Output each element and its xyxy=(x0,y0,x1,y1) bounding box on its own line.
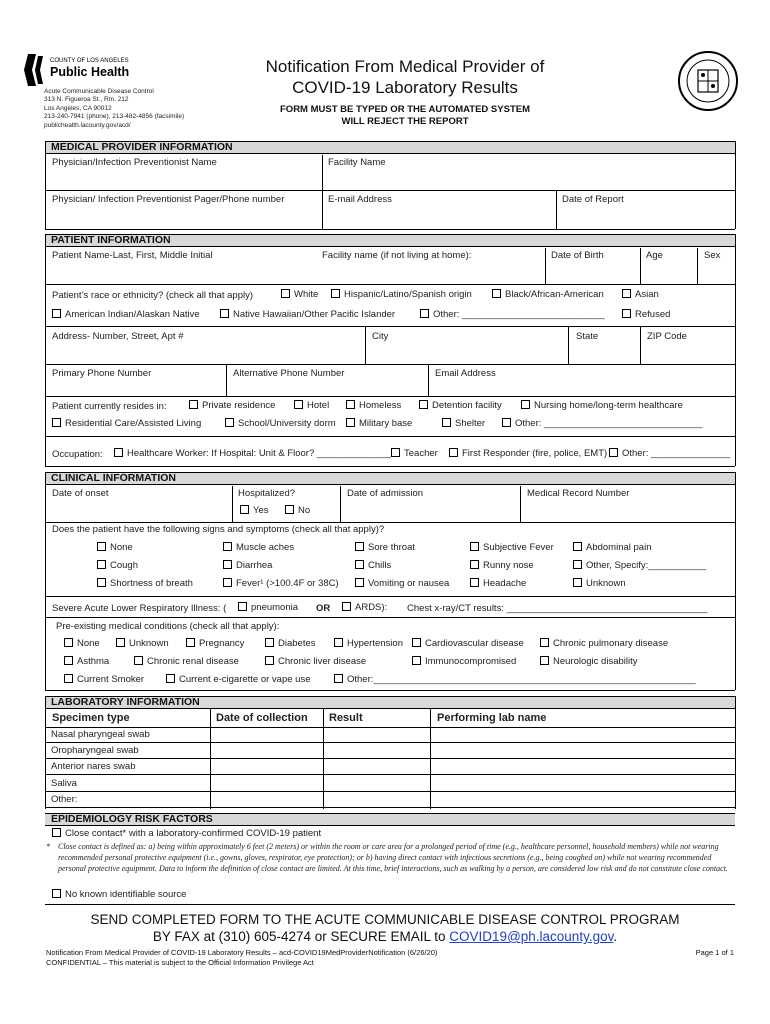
org-line: 313 N. Figueroa St., Rm. 212 xyxy=(44,96,129,104)
public-health-logo xyxy=(24,50,136,90)
send-fax-text: BY FAX at (310) 605-4274 or SECURE EMAIL to xyxy=(152,929,450,944)
option-label: Cough xyxy=(110,560,138,571)
option-label: Native Hawaiian/Other Pacific Islander xyxy=(233,309,396,320)
resides-residential-care-checkbox[interactable] xyxy=(52,418,201,429)
condition-hypertension-checkbox[interactable] xyxy=(334,638,403,649)
race-hispanic-checkbox[interactable] xyxy=(331,289,472,300)
send-instructions xyxy=(40,911,730,945)
checkbox-icon[interactable] xyxy=(442,418,451,427)
option-label: Current Smoker xyxy=(77,674,145,685)
cell-divider xyxy=(640,248,641,284)
option-label: Military base xyxy=(359,418,413,429)
checkbox-icon[interactable] xyxy=(420,309,429,318)
option-label: Other: ___________________________ xyxy=(433,309,605,320)
checkbox-icon[interactable] xyxy=(116,638,125,647)
cell-divider xyxy=(226,364,227,396)
cell-divider xyxy=(697,248,698,284)
checkbox-icon[interactable] xyxy=(223,542,232,551)
row-divider xyxy=(45,617,735,618)
option-label: Other: ______________________________ xyxy=(515,418,703,429)
symptom-fever-checkbox[interactable] xyxy=(223,578,339,589)
option-label: Chronic pulmonary disease xyxy=(553,638,669,649)
county-seal-icon xyxy=(677,50,739,112)
title-line: COVID-19 Laboratory Results xyxy=(292,78,518,97)
lab-header-lab-name: Performing lab name xyxy=(437,712,547,724)
checkbox-icon[interactable] xyxy=(285,505,294,514)
onset-date-field[interactable]: Date of onset xyxy=(52,488,109,499)
option-label: Unknown xyxy=(586,578,626,589)
section-laboratory: LABORATORY INFORMATION xyxy=(45,696,735,709)
checkbox-icon[interactable] xyxy=(331,289,340,298)
option-label: Subjective Fever xyxy=(483,542,554,553)
footer xyxy=(46,948,437,968)
checkbox-icon[interactable] xyxy=(412,656,421,665)
option-label: Neurologic disability xyxy=(553,656,638,667)
physician-phone-field[interactable]: Physician/ Infection Preventionist Pager/Phone number xyxy=(52,194,285,205)
sex-field[interactable]: Sex xyxy=(704,250,721,261)
footer-line: CONFIDENTIAL – This material is subject to the Official Information Privilege Act xyxy=(46,958,314,967)
lab-row-label: Other: xyxy=(51,794,78,805)
symptom-other-checkbox[interactable] xyxy=(573,560,706,571)
row-divider xyxy=(45,466,735,467)
checkbox-icon[interactable] xyxy=(220,309,229,318)
row-divider xyxy=(45,284,735,285)
occupation-label: Occupation: xyxy=(52,449,103,460)
checkbox-icon[interactable] xyxy=(97,578,106,587)
checkbox-icon[interactable] xyxy=(573,542,582,551)
checkbox-icon[interactable] xyxy=(470,578,479,587)
page-number: Page 1 of 1 xyxy=(695,948,734,957)
checkbox-icon[interactable] xyxy=(355,578,364,587)
symptom-cough-checkbox[interactable] xyxy=(97,560,138,571)
resides-hotel-checkbox[interactable] xyxy=(294,400,329,411)
row-divider xyxy=(45,364,735,365)
symptom-vomiting-checkbox[interactable] xyxy=(355,578,449,589)
checkbox-icon[interactable] xyxy=(225,418,234,427)
checkbox-icon[interactable] xyxy=(540,656,549,665)
cell-divider xyxy=(428,364,429,396)
option-label: No known identifiable source xyxy=(65,889,187,900)
option-label: Pregnancy xyxy=(199,638,245,649)
resides-homeless-checkbox[interactable] xyxy=(346,400,401,411)
checkbox-icon[interactable] xyxy=(166,674,175,683)
option-label: Black/African-American xyxy=(505,289,604,300)
option-label: None xyxy=(110,542,133,553)
footnote-text: Close contact is defined as: a) being within approximately 6 feet (2 meters) or within the room or care area for a prolonged period of time (e.g., healthcare personnel, household members) while not wearing recommended personal protective equipment (i.e., gowns, gloves, respirator, eye protection); or b) having direct contact with infectious secretions (e.g., being coughed on) while not wearing recommended personal protective equipment. Data to inform the definition of close contact are limited. At this time, brief interactions, such as walking by a person, are considered low risk and do not constitute close contact. xyxy=(58,842,728,873)
option-label: No xyxy=(298,505,311,516)
option-label: Other: _______________ xyxy=(622,448,731,459)
resides-nursing-checkbox[interactable] xyxy=(521,400,683,411)
option-label: Shortness of breath xyxy=(110,578,193,589)
table-border xyxy=(735,234,736,466)
option-label: Immunocompromised xyxy=(425,656,517,667)
alt-phone-field[interactable]: Alternative Phone Number xyxy=(233,368,345,379)
physician-name-field[interactable]: Physician/Infection Preventionist Name xyxy=(52,157,217,168)
hospitalized-label: Hospitalized? xyxy=(238,488,296,499)
checkbox-icon[interactable] xyxy=(521,400,530,409)
race-question: Patient’s race or ethnicity? (check all that apply) xyxy=(52,290,254,301)
lab-row-other[interactable] xyxy=(45,792,735,808)
mrn-field[interactable]: Medical Record Number xyxy=(527,488,630,499)
lab-row-saliva[interactable] xyxy=(45,776,735,792)
symptom-subjective-fever-checkbox[interactable] xyxy=(470,542,554,553)
symptom-muscle-aches-checkbox[interactable] xyxy=(223,542,294,553)
lab-header-date: Date of collection xyxy=(216,712,308,724)
checkbox-icon[interactable] xyxy=(622,289,631,298)
symptom-runny-nose-checkbox[interactable] xyxy=(470,560,534,571)
lab-row-oropharyngeal[interactable] xyxy=(45,743,735,759)
race-white-checkbox[interactable] xyxy=(281,289,318,300)
option-label: Yes xyxy=(253,505,269,516)
footnote-marker: * xyxy=(46,842,50,851)
condition-diabetes-checkbox[interactable] xyxy=(265,638,316,649)
resides-dorm-checkbox[interactable] xyxy=(225,418,336,429)
option-label: Hispanic/Latino/Spanish origin xyxy=(344,289,472,300)
option-label: Unknown xyxy=(129,638,169,649)
close-contact-checkbox[interactable] xyxy=(52,828,321,839)
org-line: Acute Communicable Disease Control xyxy=(44,88,154,95)
checkbox-icon[interactable] xyxy=(52,418,61,427)
row-divider xyxy=(45,326,735,327)
checkbox-icon[interactable] xyxy=(265,638,274,647)
checkbox-icon[interactable] xyxy=(64,674,73,683)
checkbox-icon[interactable] xyxy=(64,656,73,665)
lab-row-anterior-nares[interactable] xyxy=(45,759,735,775)
covid-email-link[interactable]: COVID19@ph.lacounty.gov xyxy=(449,929,614,944)
cell-divider xyxy=(545,248,546,284)
option-label: American Indian/Alaskan Native xyxy=(65,309,200,320)
cell-divider xyxy=(568,326,569,364)
cell-divider xyxy=(556,190,557,229)
checkbox-icon[interactable] xyxy=(52,889,61,898)
checkbox-icon[interactable] xyxy=(134,656,143,665)
cell-divider xyxy=(365,326,366,364)
option-label: Chronic renal disease xyxy=(147,656,239,667)
option-label: Hypertension xyxy=(347,638,403,649)
hospitalized-yes-checkbox[interactable] xyxy=(240,505,269,516)
table-border xyxy=(45,472,46,690)
checkbox-icon[interactable] xyxy=(52,309,61,318)
checkbox-icon[interactable] xyxy=(609,448,618,457)
condition-smoker-checkbox[interactable] xyxy=(64,674,144,685)
checkbox-icon[interactable] xyxy=(223,560,232,569)
condition-vape-checkbox[interactable] xyxy=(166,674,310,685)
send-line: SEND COMPLETED FORM TO THE ACUTE COMMUNICABLE DISEASE CONTROL PROGRAM xyxy=(90,912,680,927)
condition-renal-checkbox[interactable] xyxy=(134,656,239,667)
row-divider xyxy=(45,690,735,691)
checkbox-icon[interactable] xyxy=(238,602,247,611)
address-field[interactable]: Address- Number, Street, Apt # xyxy=(52,331,184,342)
condition-asthma-checkbox[interactable] xyxy=(64,656,109,667)
occupation-other-checkbox[interactable] xyxy=(609,448,730,459)
option-label: Runny nose xyxy=(483,560,534,571)
checkbox-icon[interactable] xyxy=(240,505,249,514)
lab-row-nasal[interactable] xyxy=(45,727,735,743)
send-period: . xyxy=(613,929,618,944)
option-label: Homeless xyxy=(359,400,402,411)
row-divider xyxy=(45,436,735,437)
symptom-unknown-checkbox[interactable] xyxy=(573,578,626,589)
option-label: Other, Specify:___________ xyxy=(586,560,707,571)
option-label: Chills xyxy=(368,560,392,571)
table-border xyxy=(735,472,736,690)
checkbox-icon[interactable] xyxy=(114,448,123,457)
checkbox-icon[interactable] xyxy=(334,674,343,683)
cell-divider xyxy=(232,486,233,522)
row-divider xyxy=(45,596,735,597)
option-label: Current e-cigarette or vape use xyxy=(179,674,311,685)
option-label: Abdominal pain xyxy=(586,542,652,553)
symptom-headache-checkbox[interactable] xyxy=(470,578,526,589)
checkbox-icon[interactable] xyxy=(470,542,479,551)
option-label: School/University dorm xyxy=(238,418,336,429)
checkbox-icon[interactable] xyxy=(281,289,290,298)
option-label: Nursing home/long-term healthcare xyxy=(534,400,683,411)
table-border xyxy=(45,234,46,466)
section-epidemiology: EPIDEMIOLOGY RISK FACTORS xyxy=(45,813,735,826)
option-label: Teacher xyxy=(404,448,438,459)
option-label: Shelter xyxy=(455,418,486,429)
race-refused-checkbox[interactable] xyxy=(622,309,670,320)
checkbox-icon[interactable] xyxy=(346,418,355,427)
checkbox-icon[interactable] xyxy=(342,602,351,611)
checkbox-icon[interactable] xyxy=(391,448,400,457)
patient-facility-field[interactable]: Facility name (if not living at home): xyxy=(322,250,472,261)
hospitalized-no-checkbox[interactable] xyxy=(285,505,310,516)
row-divider xyxy=(45,229,735,230)
provider-email-field[interactable]: E-mail Address xyxy=(328,194,392,205)
resides-other-checkbox[interactable] xyxy=(502,418,703,429)
option-label: pneumonia xyxy=(251,602,299,613)
checkbox-icon[interactable] xyxy=(346,400,355,409)
option-label: Detention facility xyxy=(432,400,502,411)
section-patient: PATIENT INFORMATION xyxy=(45,234,735,247)
pneumonia-checkbox[interactable] xyxy=(238,602,298,613)
condition-neurologic-checkbox[interactable] xyxy=(540,656,637,667)
no-known-source-checkbox[interactable] xyxy=(52,889,186,900)
condition-immunocompromised-checkbox[interactable] xyxy=(412,656,516,667)
cell-divider xyxy=(322,155,323,229)
lab-row-label: Nasal pharyngeal swab xyxy=(51,729,150,740)
checkbox-icon[interactable] xyxy=(573,560,582,569)
row-divider xyxy=(45,190,735,191)
option-label: First Responder (fire, police, EMT) xyxy=(462,448,608,459)
symptom-none-checkbox[interactable] xyxy=(97,542,133,553)
age-field[interactable]: Age xyxy=(646,250,663,261)
symptom-chills-checkbox[interactable] xyxy=(355,560,391,571)
table-border xyxy=(45,141,46,229)
checkbox-icon[interactable] xyxy=(265,656,274,665)
option-label: Private residence xyxy=(202,400,276,411)
checkbox-icon[interactable] xyxy=(97,560,106,569)
subtitle-line: FORM MUST BE TYPED OR THE AUTOMATED SYSTEM xyxy=(280,104,530,115)
option-label: Headache xyxy=(483,578,527,589)
checkbox-icon[interactable] xyxy=(97,542,106,551)
cell-divider xyxy=(520,486,521,522)
preexisting-question: Pre-existing medical conditions (check all that apply): xyxy=(56,621,280,632)
patient-email-field[interactable]: Email Address xyxy=(435,368,496,379)
admission-date-field[interactable]: Date of admission xyxy=(347,488,424,499)
race-asian-checkbox[interactable] xyxy=(622,289,659,300)
table-border xyxy=(735,141,736,229)
condition-unknown-checkbox[interactable] xyxy=(116,638,169,649)
checkbox-icon[interactable] xyxy=(492,289,501,298)
option-label: Muscle aches xyxy=(236,542,295,553)
option-label: White xyxy=(294,289,319,300)
close-contact-footnote xyxy=(46,841,736,874)
checkbox-icon[interactable] xyxy=(223,578,232,587)
race-native-american-checkbox[interactable] xyxy=(52,309,200,320)
option-label: Asian xyxy=(635,289,659,300)
lab-header-specimen: Specimen type xyxy=(52,712,130,724)
logo-small-text: COUNTY OF LOS ANGELES xyxy=(50,58,129,64)
option-label: Diarrhea xyxy=(236,560,273,571)
option-label: Fever¹ (>100.4F or 38C) xyxy=(236,578,339,589)
lab-row-label: Saliva xyxy=(51,778,77,789)
ards-checkbox[interactable] xyxy=(342,602,387,613)
symptom-diarrhea-checkbox[interactable] xyxy=(223,560,272,571)
logo-main-text: Public Health xyxy=(50,65,130,79)
resides-label: Patient currently resides in: xyxy=(52,401,167,412)
option-label: ARDS): xyxy=(355,602,388,613)
facility-name-field[interactable]: Facility Name xyxy=(328,157,386,168)
option-label: Residential Care/Assisted Living xyxy=(65,418,202,429)
form-subtitle xyxy=(160,104,650,128)
resides-private-checkbox[interactable] xyxy=(189,400,275,411)
checkbox-icon[interactable] xyxy=(334,638,343,647)
checkbox-icon[interactable] xyxy=(52,828,61,837)
section-medical-provider: MEDICAL PROVIDER INFORMATION xyxy=(45,141,735,154)
checkbox-icon[interactable] xyxy=(419,400,428,409)
row-divider xyxy=(45,522,735,523)
race-black-checkbox[interactable] xyxy=(492,289,604,300)
or-label: OR xyxy=(316,603,331,614)
row-divider xyxy=(45,396,735,397)
table-border xyxy=(735,696,736,809)
option-label: Sore throat xyxy=(368,542,415,553)
checkbox-icon[interactable] xyxy=(540,638,549,647)
org-line: 213-240-7941 (phone), 213-482-4856 (facsimile) xyxy=(44,113,185,121)
sari-label: Severe Acute Lower Respiratory Illness: ( xyxy=(52,603,227,614)
lab-header-result: Result xyxy=(329,712,363,724)
occupation-teacher-checkbox[interactable] xyxy=(391,448,438,459)
checkbox-icon[interactable] xyxy=(189,400,198,409)
option-label: Close contact* with a laboratory-confirmed COVID-19 patient xyxy=(65,828,322,839)
option-label: Cardiovascular disease xyxy=(425,638,524,649)
lab-row-label: Anterior nares swab xyxy=(51,761,136,772)
checkbox-icon[interactable] xyxy=(355,542,364,551)
date-of-report-field[interactable]: Date of Report xyxy=(562,194,624,205)
option-label: Diabetes xyxy=(278,638,316,649)
patient-name-field[interactable]: Patient Name-Last, First, Middle Initial xyxy=(52,250,213,261)
option-label: Refused xyxy=(635,309,671,320)
org-line: publichealth.lacounty.gov/acd/ xyxy=(44,121,131,129)
option-label: Other:_____________________________________________________________ xyxy=(347,674,696,685)
option-label: Vomiting or nausea xyxy=(368,578,450,589)
occupation-first-responder-checkbox[interactable] xyxy=(449,448,607,459)
occupation-healthcare-checkbox[interactable] xyxy=(114,448,391,459)
checkbox-icon[interactable] xyxy=(573,578,582,587)
condition-cardiovascular-checkbox[interactable] xyxy=(412,638,524,649)
checkbox-icon[interactable] xyxy=(186,638,195,647)
zip-field[interactable]: ZIP Code xyxy=(647,331,687,342)
checkbox-icon[interactable] xyxy=(412,638,421,647)
symptoms-question: Does the patient have the following signs and symptoms (check all that apply)? xyxy=(52,524,385,535)
resides-military-checkbox[interactable] xyxy=(346,418,412,429)
option-label: Hotel xyxy=(307,400,330,411)
symptom-abdominal-pain-checkbox[interactable] xyxy=(573,542,652,553)
checkbox-icon[interactable] xyxy=(622,309,631,318)
checkbox-icon[interactable] xyxy=(470,560,479,569)
condition-none-checkbox[interactable] xyxy=(64,638,100,649)
condition-other-checkbox[interactable] xyxy=(334,674,696,685)
option-label: Healthcare Worker: If Hospital: Unit & Floor? ______________ xyxy=(127,448,391,459)
option-label: None xyxy=(77,638,100,649)
checkbox-icon[interactable] xyxy=(64,638,73,647)
condition-pulmonary-checkbox[interactable] xyxy=(540,638,668,649)
checkbox-icon[interactable] xyxy=(355,560,364,569)
symptom-sob-checkbox[interactable] xyxy=(97,578,193,589)
resides-detention-checkbox[interactable] xyxy=(419,400,502,411)
checkbox-icon[interactable] xyxy=(502,418,511,427)
option-label: Chronic liver disease xyxy=(278,656,367,667)
form-title xyxy=(160,56,650,98)
section-clinical: CLINICAL INFORMATION xyxy=(45,472,735,485)
state-field[interactable]: State xyxy=(576,331,599,342)
lab-row-label: Oropharyngeal swab xyxy=(51,745,139,756)
checkbox-icon[interactable] xyxy=(294,400,303,409)
chest-xray-field[interactable]: Chest x-ray/CT results: ______________________________________ xyxy=(407,603,708,614)
footer-line: Notification From Medical Provider of COVID-19 Laboratory Results – acd-COVID19MedProviderNotification (6/26/20) xyxy=(46,948,438,957)
primary-phone-field[interactable]: Primary Phone Number xyxy=(52,368,152,379)
title-line: Notification From Medical Provider of xyxy=(265,57,545,76)
option-label: Asthma xyxy=(77,656,110,667)
checkbox-icon[interactable] xyxy=(449,448,458,457)
send-line xyxy=(40,928,730,945)
subtitle-line: WILL REJECT THE REPORT xyxy=(341,116,469,127)
cell-divider xyxy=(640,326,641,364)
row-divider xyxy=(45,904,735,905)
city-field[interactable]: City xyxy=(372,331,389,342)
race-pacific-islander-checkbox[interactable] xyxy=(220,309,395,320)
race-other-checkbox[interactable] xyxy=(420,309,605,320)
cell-divider xyxy=(340,486,341,522)
org-line: Los Angeles, CA 90012 xyxy=(44,104,112,112)
condition-pregnancy-checkbox[interactable] xyxy=(186,638,244,649)
symptom-sore-throat-checkbox[interactable] xyxy=(355,542,415,553)
resides-shelter-checkbox[interactable] xyxy=(442,418,485,429)
dob-field[interactable]: Date of Birth xyxy=(551,250,604,261)
condition-liver-checkbox[interactable] xyxy=(265,656,366,667)
